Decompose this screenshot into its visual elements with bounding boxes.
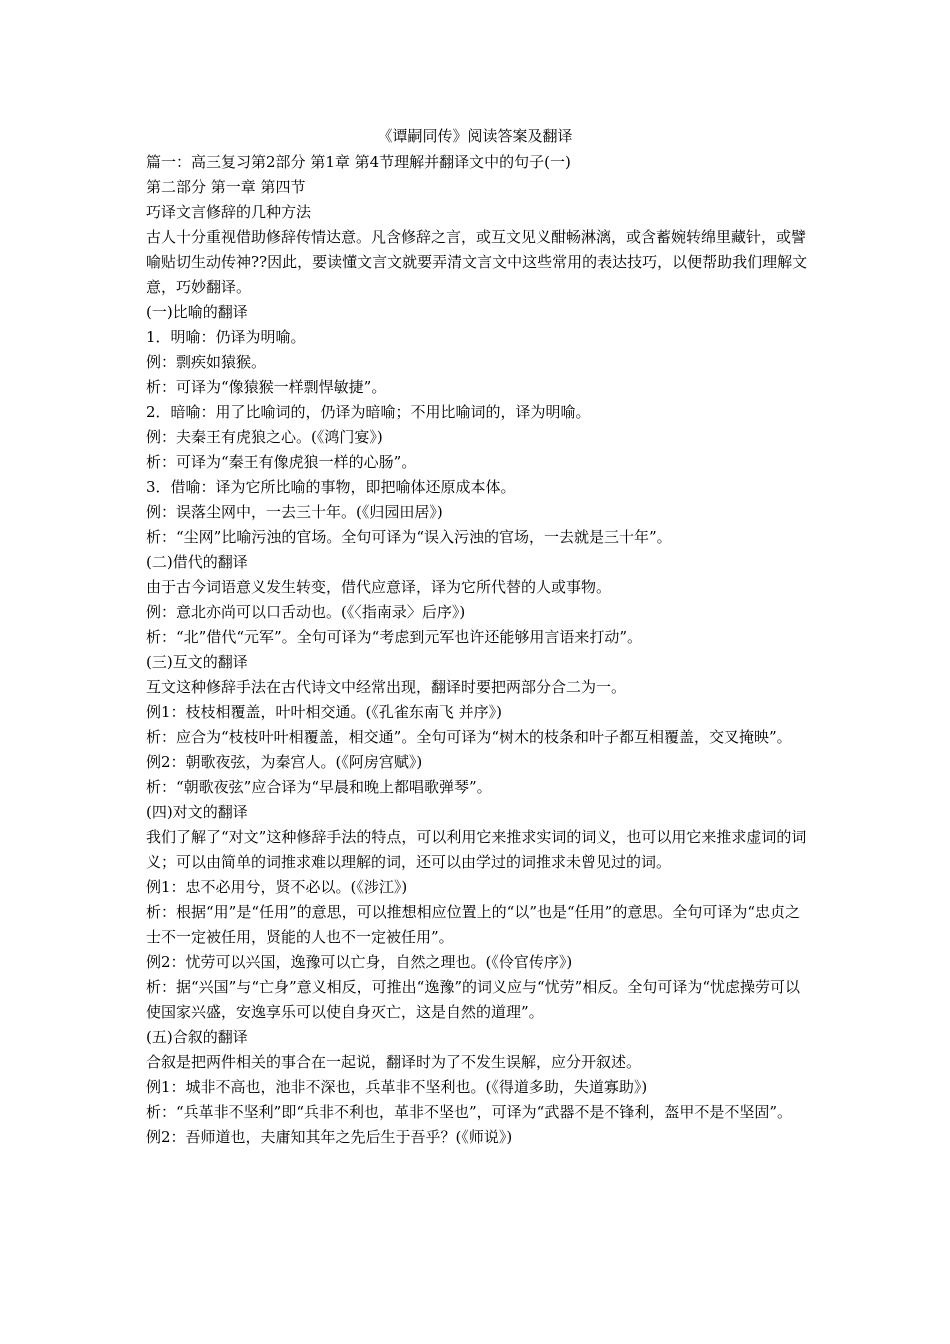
analysis-line: 析：可译为“像猿猴一样剽悍敏捷”。	[146, 378, 387, 396]
example-line: 例1：枝枝相覆盖，叶叶相交通。(《孔雀东南飞 并序》)	[146, 703, 503, 721]
document-body	[146, 150, 812, 1150]
document-title: 《谭嗣同传》阅读答案及翻译	[377, 127, 573, 145]
text-line: 互文这种修辞手法在古代诗文中经常出现，翻译时要把两部分合二为一。	[146, 678, 627, 696]
analysis-line: 析：“朝歌夜弦”应合译为“早晨和晚上都唱歌弹琴”。	[146, 778, 492, 796]
heading-part-1: 篇一：高三复习第2部分 第1章 第4节理解并翻译文中的句子(一)	[146, 153, 571, 171]
example-line: 例1：城非不高也，池非不深也，兵革非不坚利也。(《得道多助，失道寡助》)	[146, 1078, 648, 1096]
text-line: 1．明喻：仍译为明喻。	[146, 328, 306, 346]
text-line: 3．借喻：译为它所比喻的事物，即把喻体还原成本体。	[146, 478, 516, 496]
example-line: 例2：忧劳可以兴国，逸豫可以亡身，自然之理也。(《伶官传序》)	[146, 953, 573, 971]
text-line: 合叙是把两件相关的事合在一起说，翻译时为了不发生误解，应分开叙述。	[146, 1053, 642, 1071]
text-line: 由于古今词语意义发生转变，借代应意译，译为它所代替的人或事物。	[146, 578, 612, 596]
analysis-line: 析：应合为“枝枝叶叶相覆盖，相交通”。全句可译为“树木的枝条和叶子都互相覆盖，交叉掩映”。	[146, 728, 792, 746]
heading-methods: 巧译文言修辞的几种方法	[146, 203, 312, 221]
example-line: 例2：朝歌夜弦，为秦宫人。(《阿房宫赋》)	[146, 753, 423, 771]
intro-paragraph: 古人十分重视借助修辞传情达意。凡含修辞之言，或互文见义酣畅淋漓，或含蓄婉转绵里藏针，或譬喻贴切生动传神??因此，要读懂文言文就要弄清文言文中这些常用的表达技巧，以便帮助我们理解文意，巧妙翻译。	[146, 228, 808, 296]
section-heading-metaphor: (一)比喻的翻译	[146, 303, 248, 321]
example-line: 例1：忠不必用兮，贤不必以。(《涉江》)	[146, 878, 408, 896]
analysis-line: 析：“北”借代“元军”。全句可译为“考虑到元军也许还能够用言语来打动”。	[146, 628, 643, 646]
analysis-line: 析：可译为“秦王有像虎狼一样的心肠”。	[146, 453, 417, 471]
text-line: 2．暗喻：用了比喻词的，仍译为暗喻；不用比喻词的，译为明喻。	[146, 403, 591, 421]
example-line: 例：误落尘网中，一去三十年。(《归园田居》)	[146, 503, 443, 521]
section-heading-duiwen: (四)对文的翻译	[146, 803, 248, 821]
section-heading-huwen: (三)互文的翻译	[146, 653, 248, 671]
section-heading-hexu: (五)合叙的翻译	[146, 1028, 248, 1046]
analysis-line: 析：根据“用”是“任用”的意思，可以推想相应位置上的“以”也是“任用”的意思。全句可译为“忠贞之士不一定被任用，贤能的人也不一定被任用”。	[146, 903, 801, 946]
heading-part-2: 第二部分 第一章 第四节	[146, 178, 306, 196]
analysis-line: 析：“尘网”比喻污浊的官场。全句可译为“误入污浊的官场，一去就是三十年”。	[146, 528, 672, 546]
example-line: 例：剽疾如猿猴。	[146, 353, 267, 371]
analysis-line: 析：据“兴国”与“亡身”意义相反，可推出“逸豫”的词义应与“忧劳”相反。全句可译为“忧虑操劳可以使国家兴盛，安逸享乐可以使自身灭亡，这是自然的道理”。	[146, 978, 801, 1021]
section-heading-metonymy: (二)借代的翻译	[146, 553, 248, 571]
text-line: 我们了解了“对文”这种修辞手法的特点，可以利用它来推求实词的词义，也可以用它来推求虚词的词义；可以由简单的词推求难以理解的词，还可以由学过的词推求未曾见过的词。	[146, 828, 807, 871]
example-line: 例：夫秦王有虎狼之心。(《鸿门宴》)	[146, 428, 383, 446]
analysis-line: 析：“兵革非不坚利”即“兵非不利也，革非不坚也”，可译为“武器不是不锋利，盔甲不是不坚固”。	[146, 1103, 793, 1121]
example-line: 例2：吾师道也，夫庸知其年之先后生于吾乎？(《师说》)	[146, 1128, 513, 1146]
example-line: 例：意北亦尚可以口舌动也。(《〈指南录〉后序》)	[146, 603, 466, 621]
